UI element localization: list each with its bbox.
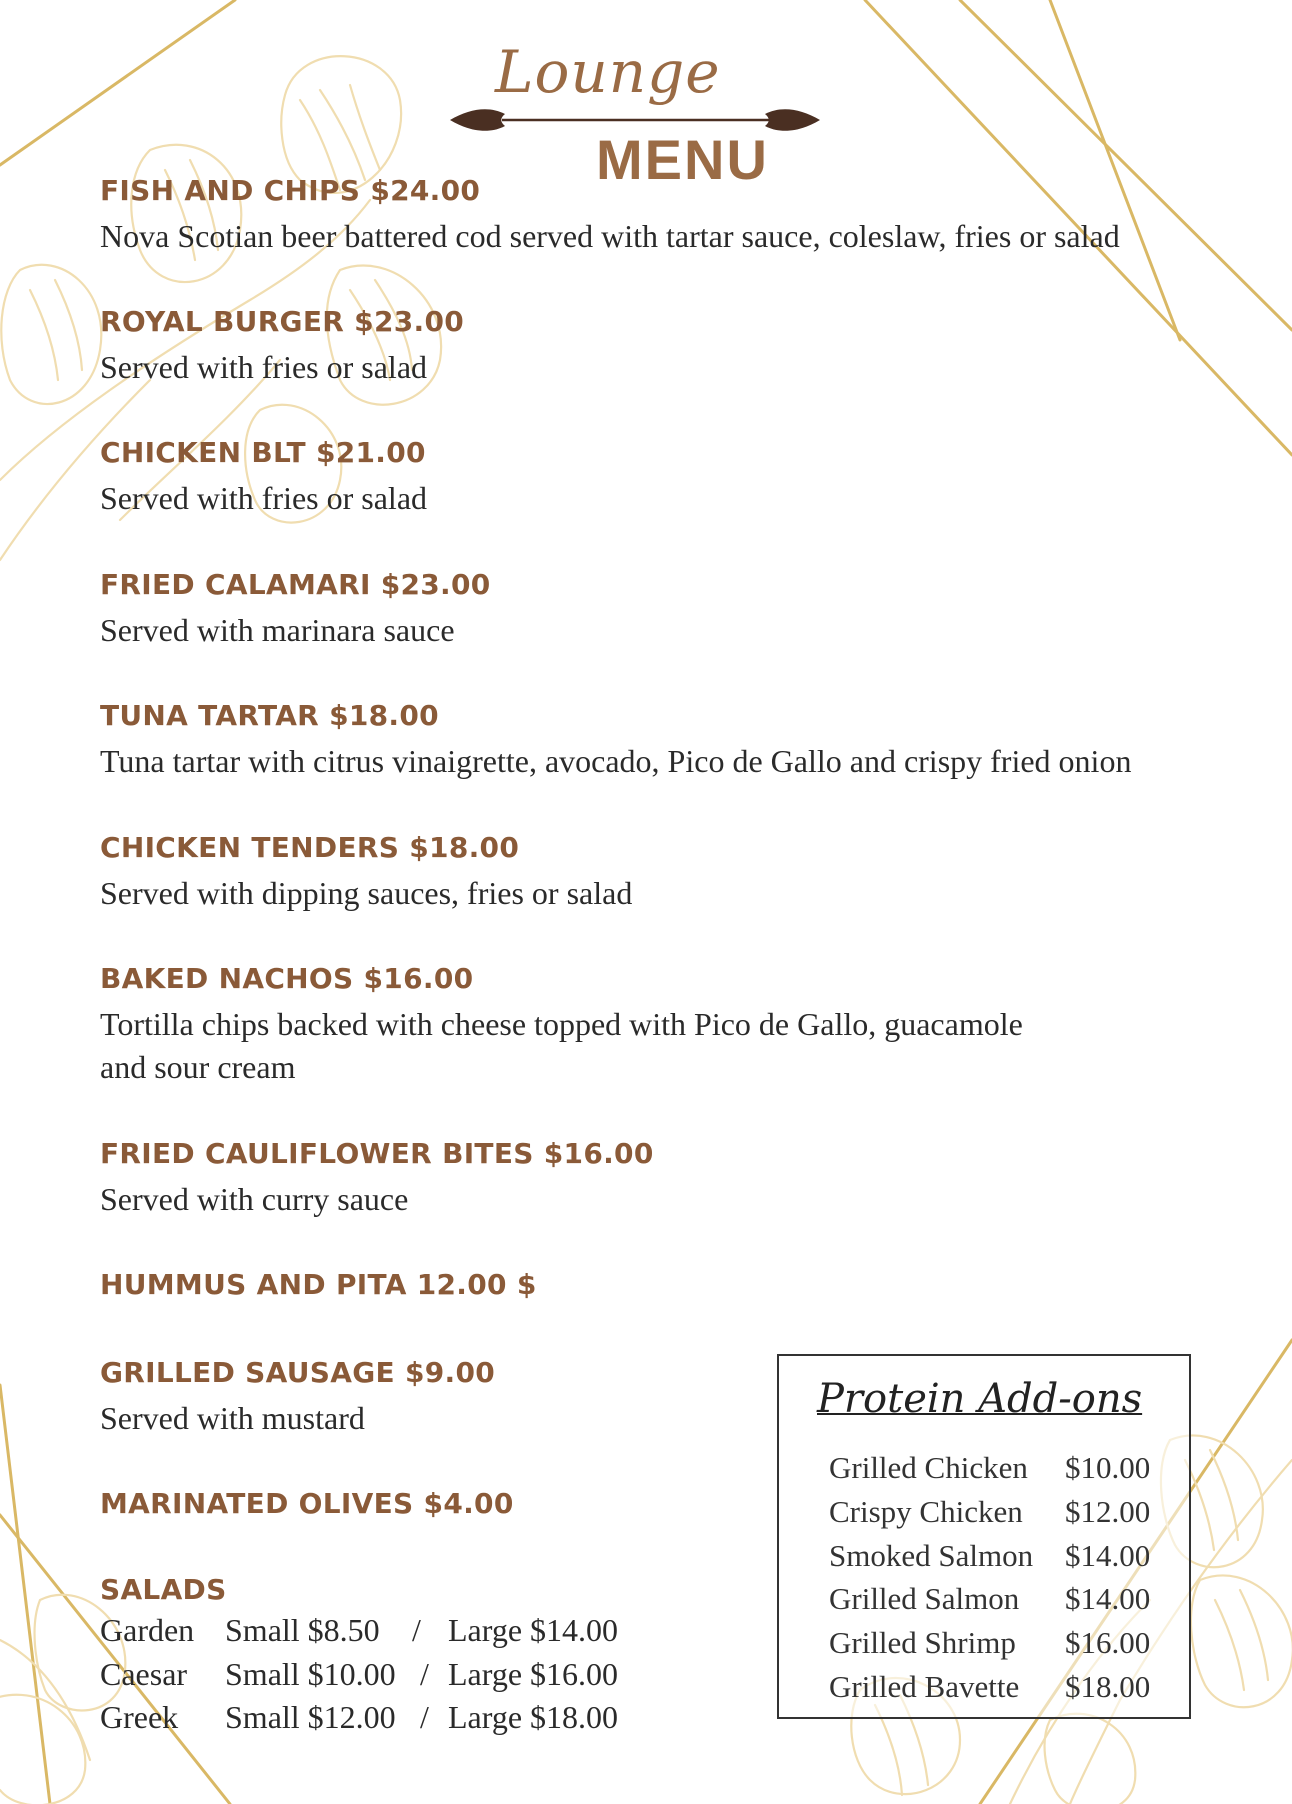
menu-item-description: Tuna tartar with citrus vinaigrette, avocado, Pico de Gallo and crispy fried onion	[100, 743, 1132, 779]
menu-item-title: FRIED CALAMARI $23.00	[100, 568, 491, 601]
menu-item-title: CHICKEN TENDERS $18.00	[100, 831, 520, 864]
protein-addons-box	[777, 1354, 1191, 1719]
protein-name: Grilled Chicken	[829, 1450, 1028, 1485]
protein-addons-title: Protein Add-ons	[817, 1376, 1143, 1422]
salad-small-price: Small $12.00	[225, 1699, 396, 1735]
protein-row	[829, 1538, 1159, 1578]
salad-large-price: Large $16.00	[448, 1656, 619, 1692]
salad-separator: /	[420, 1699, 429, 1735]
menu-item-description: Served with fries or salad	[100, 480, 428, 516]
menu-item-title: BAKED NACHOS $16.00	[100, 962, 474, 995]
menu-item-title: TUNA TARTAR $18.00	[100, 699, 439, 732]
menu-item-description: Served with dipping sauces, fries or salad	[100, 875, 633, 911]
menu-item-title: HUMMUS AND PITA 12.00 $	[100, 1268, 537, 1301]
salad-small-price: Small $10.00	[225, 1656, 396, 1692]
menu-item-description: Served with fries or salad	[100, 349, 428, 385]
protein-name: Crispy Chicken	[829, 1494, 1023, 1529]
salads-title: SALADS	[100, 1573, 227, 1606]
protein-price: $18.00	[1065, 1669, 1151, 1704]
menu-item-title: MARINATED OLIVES $4.00	[100, 1487, 514, 1520]
protein-price: $10.00	[1065, 1450, 1151, 1485]
protein-name: Grilled Salmon	[829, 1581, 1020, 1616]
menu-item-description: Served with marinara sauce	[100, 612, 455, 648]
salad-large-price: Large $14.00	[448, 1612, 619, 1648]
protein-row	[829, 1669, 1159, 1709]
protein-row	[829, 1450, 1159, 1490]
menu-item-description: Nova Scotian beer battered cod served with tartar sauce, coleslaw, fries or salad	[100, 218, 1120, 254]
salad-small-price: Small $8.50	[225, 1612, 380, 1648]
protein-price: $14.00	[1065, 1538, 1151, 1573]
protein-price: $16.00	[1065, 1625, 1151, 1660]
menu-item-description: Tortilla chips backed with cheese topped with Pico de Gallo, guacamole	[100, 1006, 1023, 1042]
lounge-script-title: Lounge	[495, 38, 721, 106]
protein-name: Grilled Bavette	[829, 1669, 1020, 1704]
menu-item-title: GRILLED SAUSAGE $9.00	[100, 1356, 496, 1389]
menu-item-title: CHICKEN BLT $21.00	[100, 436, 426, 469]
protein-name: Grilled Shrimp	[829, 1625, 1016, 1660]
protein-price: $12.00	[1065, 1494, 1151, 1529]
protein-row	[829, 1581, 1159, 1621]
menu-item-description: Served with curry sauce	[100, 1181, 409, 1217]
menu-item-title: FISH AND CHIPS $24.00	[100, 174, 481, 207]
salad-name: Greek	[100, 1699, 179, 1735]
menu-item-title: FRIED CAULIFLOWER BITES $16.00	[100, 1137, 654, 1170]
menu-title: MENU	[596, 128, 769, 191]
protein-price: $14.00	[1065, 1581, 1151, 1616]
salad-name: Caesar	[100, 1656, 188, 1692]
protein-row	[829, 1625, 1159, 1665]
protein-row	[829, 1494, 1159, 1534]
salad-separator: /	[412, 1612, 421, 1648]
salad-large-price: Large $18.00	[448, 1699, 619, 1735]
menu-item-title: ROYAL BURGER $23.00	[100, 305, 465, 338]
menu-item-description: and sour cream	[100, 1049, 296, 1085]
salad-name: Garden	[100, 1612, 195, 1648]
salad-separator: /	[420, 1656, 429, 1692]
menu-item-description: Served with mustard	[100, 1400, 365, 1436]
protein-name: Smoked Salmon	[829, 1538, 1034, 1573]
